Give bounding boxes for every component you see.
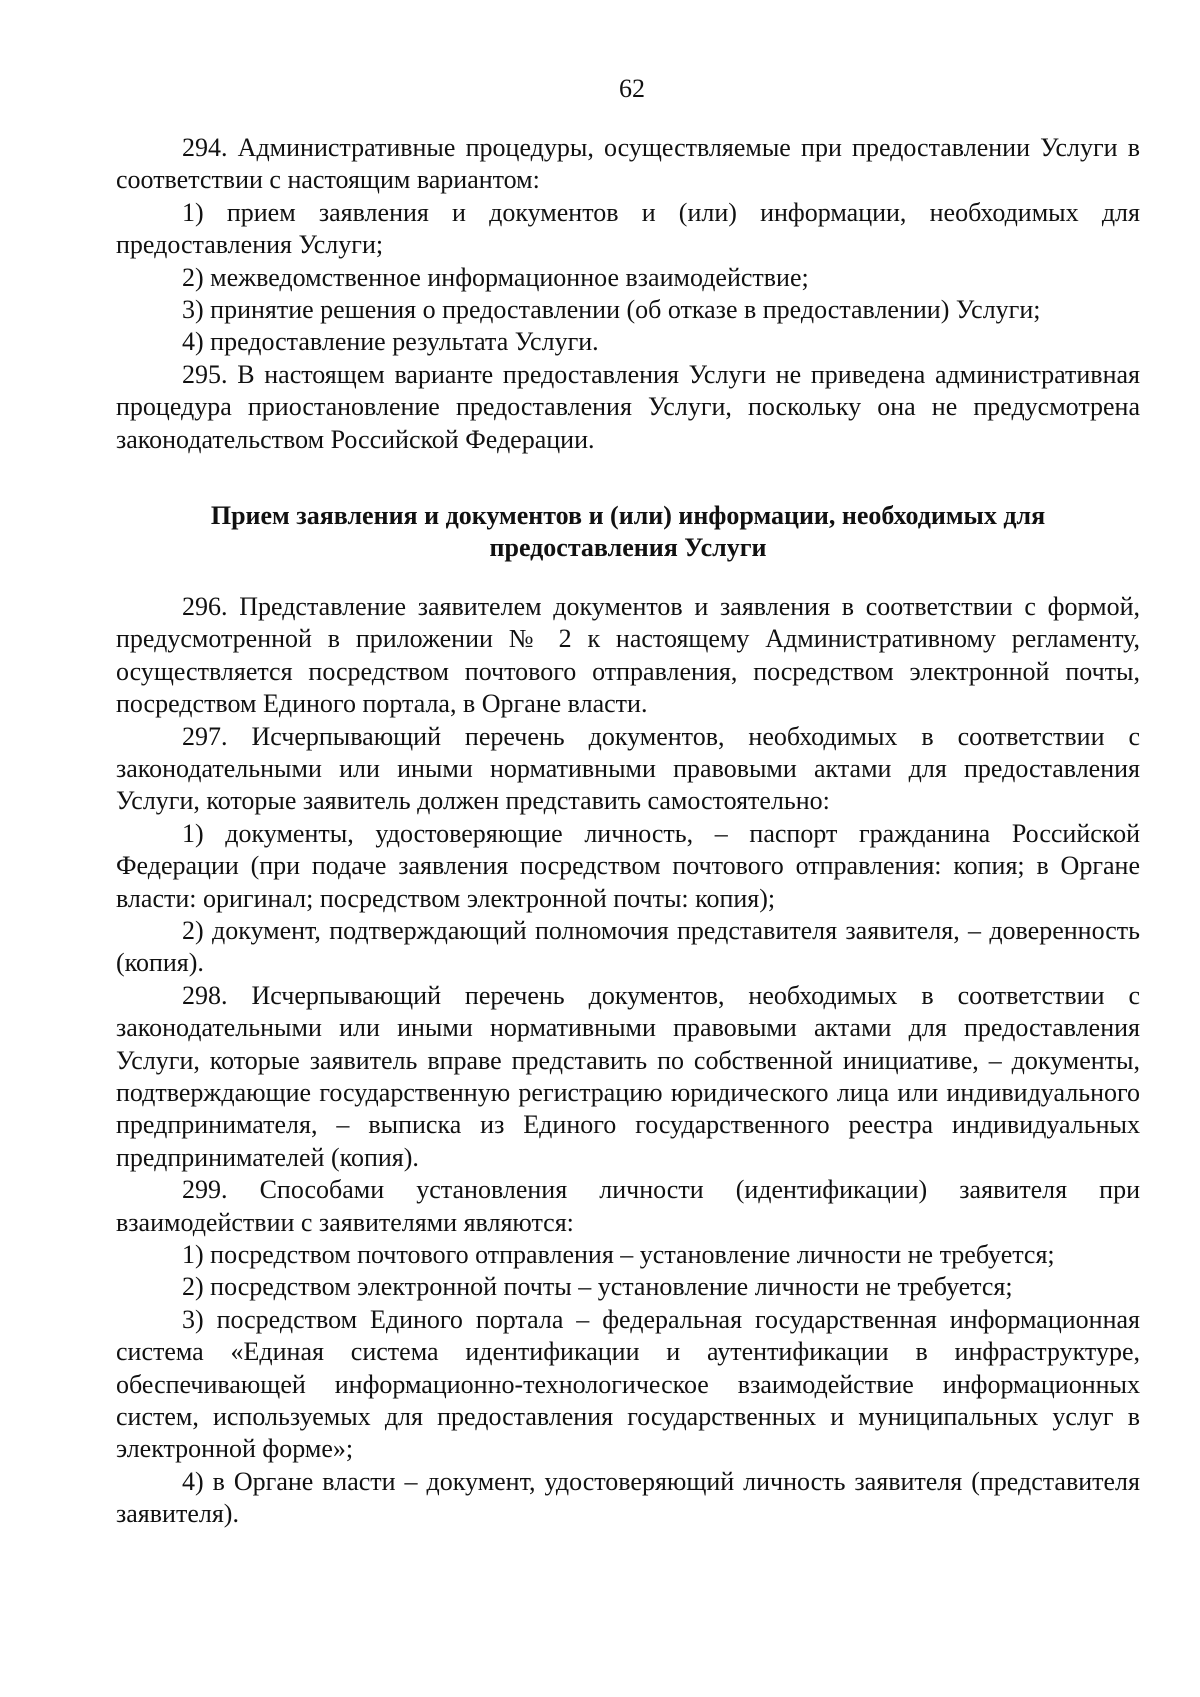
paragraph-294: 294. Административные процедуры, осуществляемые при предоставлении Услуги в соответствии с настоящим вариантом: xyxy=(116,133,1140,195)
list-item-297-2: 2) документ, подтверждающий полномочия представителя заявителя, – доверенность (копия). xyxy=(116,915,1140,978)
paragraph-295: 295. В настоящем варианте предоставления Услуги не приведена административная процедура приостановление предоставления Услуги, поскольку она не предусмотрена законодательством Российской Федерации. xyxy=(116,359,1140,454)
list-item-3: 3) принятие решения о предоставлении (об отказе в предоставлении) Услуги; xyxy=(182,295,1041,325)
section-heading-line-1: Прием заявления и документов и (или) информации, необходимых для xyxy=(210,501,1046,531)
document-body xyxy=(116,132,1140,1531)
section-heading xyxy=(116,500,1140,565)
list-item-297-1: 1) документы, удостоверяющие личность, – паспорт гражданина Российской Федерации (при подаче заявления посредством почтового отправления: копия; в Органе власти: оригинал; посредством электронной почты: копия); xyxy=(116,818,1140,913)
list-item-1: 1) прием заявления и документов и (или) информации, необходимых для предоставления Услуги; xyxy=(116,197,1140,260)
list-item-299-3: 3) посредством Единого портала – федеральная государственная информационная система «Единая система идентификации и аутентификации в инфраструктуре, обеспечивающей информационно-технологическое взаимодействие информационных систем, используемых для предоставления государственных и муниципальных услуг в электронной форме»; xyxy=(116,1304,1140,1464)
paragraph-299: 299. Способами установления личности (идентификации) заявителя при взаимодействии с заявителями являются: xyxy=(116,1175,1140,1237)
list-item-299-2: 2) посредством электронной почты – установление личности не требуется; xyxy=(182,1272,1013,1302)
list-item-4: 4) предоставление результата Услуги. xyxy=(182,327,599,357)
list-item-299-4: 4) в Органе власти – документ, удостоверяющий личность заявителя (представителя заявителя). xyxy=(116,1466,1140,1529)
list-item-299-1: 1) посредством почтового отправления – установление личности не требуется; xyxy=(182,1240,1055,1269)
page-number: 62 xyxy=(619,74,645,103)
paragraph-298: 298. Исчерпывающий перечень документов, необходимых в соответствии с законодательными или иными нормативными правовыми актами для предоставления Услуги, которые заявитель вправе представить по собственной инициативе, – документы, подтверждающие государственную регистрацию юридического лица или индивидуального предпринимателя, – выписка из Единого государственного реестра индивидуальных предпринимателей (копия). xyxy=(116,980,1140,1172)
paragraph-297: 297. Исчерпывающий перечень документов, необходимых в соответствии с законодательными или иными нормативными правовыми актами для предоставления Услуги, которые заявитель должен представить самостоятельно: xyxy=(116,721,1140,816)
section-heading-line-2: предоставления Услуги xyxy=(489,533,767,563)
paragraph-296: 296. Представление заявителем документов и заявления в соответствии с формой, предусмотренной в приложении № 2 к настоящему Административному регламенту, осуществляется посредством почтового отправления, посредством электронной почты, посредством Единого портала, в Органе власти. xyxy=(116,591,1140,719)
list-item-2: 2) межведомственное информационное взаимодействие; xyxy=(182,262,809,292)
